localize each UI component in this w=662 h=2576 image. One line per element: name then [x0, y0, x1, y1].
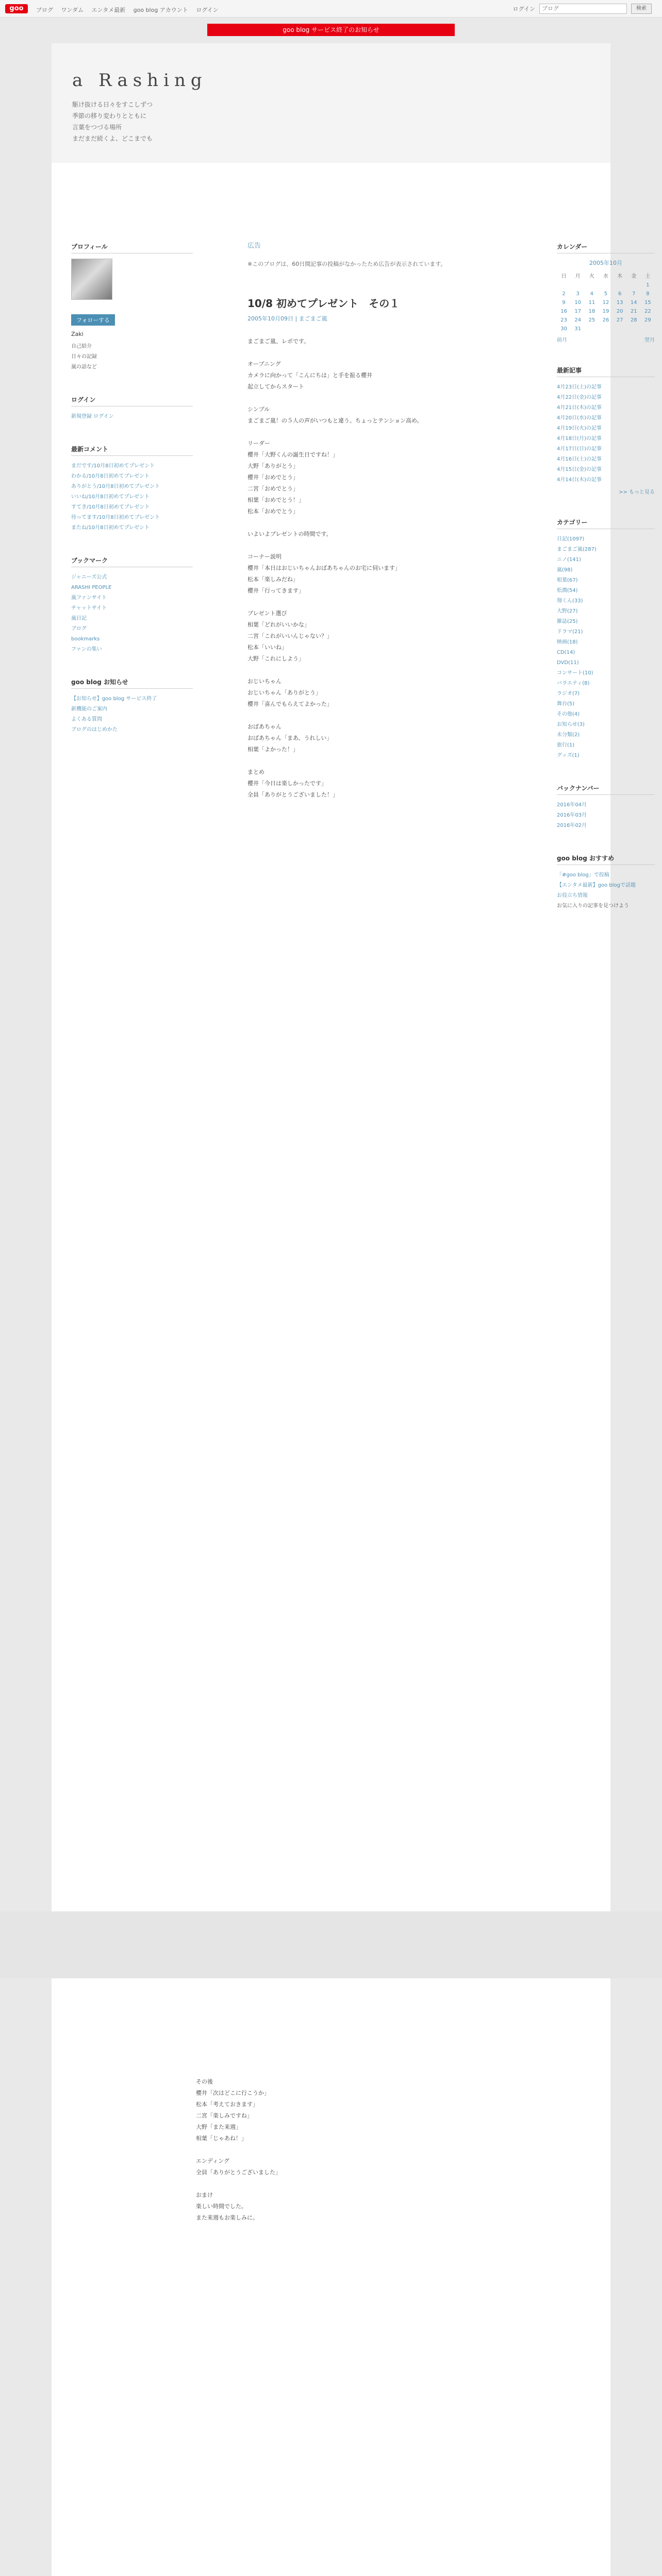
- category-item: [557, 545, 655, 555]
- post-body-line: 松本「いいね」: [247, 644, 287, 651]
- post-body-line: [247, 347, 547, 359]
- post-body-line: [196, 2178, 495, 2190]
- calendar-day[interactable]: 20: [616, 309, 623, 314]
- top-right-controls: [513, 4, 652, 14]
- post-body-line: [247, 597, 547, 608]
- nav-item-login[interactable]: ログイン: [196, 7, 219, 13]
- post-body-line: カメラに向かって「こんにちは」と手を振る櫻井: [247, 372, 372, 379]
- calendar-day[interactable]: 7: [632, 291, 636, 297]
- bookmark-link[interactable]: ファンの集い: [71, 647, 102, 652]
- comment-link[interactable]: またね/10月8日初めてプレゼント: [71, 525, 150, 531]
- calendar-day[interactable]: 29: [644, 317, 651, 323]
- category-item: [557, 668, 655, 679]
- recent-post-link[interactable]: 4月14日(木)の記事: [557, 477, 602, 483]
- right-sidebar: [557, 240, 655, 932]
- notice-link[interactable]: 新機能のご案内: [71, 706, 107, 712]
- blog-header: [52, 43, 610, 163]
- category-item: [557, 709, 655, 720]
- calendar-day[interactable]: 30: [560, 326, 567, 332]
- calendar-day: [627, 325, 641, 333]
- recent-post-link[interactable]: 4月15日(金)の記事: [557, 467, 602, 472]
- calendar-day[interactable]: 1: [646, 282, 650, 288]
- post-body-line: 二宮「これがいいんじゃない？」: [247, 633, 333, 639]
- post-body-line: エンディング: [196, 2158, 229, 2164]
- login-heading: ログイン: [71, 393, 193, 406]
- post-body-line: [247, 427, 547, 438]
- calendar-month: 2005年10月: [589, 260, 622, 266]
- post-body-line: 楽しい時間でした。: [196, 2203, 247, 2210]
- search-input[interactable]: [539, 4, 627, 14]
- recommend-heading: goo blog おすすめ: [557, 852, 655, 865]
- calendar-day: [585, 281, 599, 290]
- goo-logo[interactable]: goo: [5, 4, 28, 13]
- calendar-day[interactable]: 4: [590, 291, 594, 297]
- search-button[interactable]: 検索: [631, 4, 652, 14]
- description-line: 言葉をつづる場所: [72, 124, 122, 131]
- calendar-day: [599, 325, 613, 333]
- category-link[interactable]: 翔くん(33): [557, 598, 583, 604]
- calendar-day-header: 日: [561, 274, 567, 279]
- post-body-line: おまけ: [196, 2192, 213, 2198]
- calendar-day-header: 金: [631, 274, 637, 279]
- category-link[interactable]: 嵐(98): [557, 567, 573, 573]
- calendar-day: [571, 281, 585, 290]
- post-body-line: リーダー: [247, 440, 270, 447]
- calendar-day[interactable]: 31: [574, 326, 582, 332]
- calendar-day: [585, 325, 599, 333]
- calendar-nav: [557, 335, 655, 343]
- bookmark-section: [71, 554, 193, 655]
- category-link[interactable]: 雑誌(25): [557, 619, 578, 624]
- service-end-notice[interactable]: goo blog サービス終了のお知らせ: [207, 24, 455, 36]
- calendar-day[interactable]: 25: [588, 317, 595, 323]
- category-link[interactable]: コンサート(10): [557, 670, 593, 676]
- notice-link[interactable]: 【お知らせ】goo blog サービス終了: [71, 696, 157, 702]
- post-body: [247, 336, 547, 801]
- category-link[interactable]: 旅行(1): [557, 742, 575, 748]
- post-body-line: 起立してからスタート: [247, 383, 304, 390]
- recent-post-link[interactable]: 4月20日(水)の記事: [557, 415, 602, 421]
- calendar-day[interactable]: 15: [644, 300, 651, 306]
- calendar-day: [599, 281, 613, 290]
- calendar-day-header: 土: [645, 274, 651, 279]
- main-column: [247, 240, 547, 801]
- notice-link[interactable]: よくある質問: [71, 717, 102, 722]
- top-bar: [0, 0, 662, 18]
- calendar-day: [613, 281, 627, 290]
- ad-label[interactable]: 広告: [247, 242, 261, 250]
- category-link[interactable]: その他(4): [557, 711, 580, 717]
- post-body-line: おじいちゃん: [247, 678, 282, 685]
- calendar-prev[interactable]: 前月: [557, 337, 567, 343]
- backnumber-heading: バックナンバー: [557, 782, 655, 795]
- backnumber-link[interactable]: 2016年02月: [557, 823, 587, 828]
- post-body-line: 櫻井「喜んでもらえてよかった」: [247, 701, 333, 707]
- calendar-day[interactable]: 16: [560, 309, 567, 314]
- category-link[interactable]: CD(14): [557, 650, 575, 655]
- bookmark-link[interactable]: ジャニーズ公式: [71, 574, 107, 580]
- category-link[interactable]: 舞台(5): [557, 701, 575, 707]
- description-line: 駆け抜ける日々をすこしずつ: [72, 101, 153, 108]
- recent-post-link[interactable]: 4月23日(土)の記事: [557, 384, 602, 390]
- post-body-line: 大野「また来週」: [196, 2124, 241, 2130]
- category-item: [557, 575, 655, 586]
- calendar-day: [641, 325, 655, 333]
- recommend-link[interactable]: お役立ち情報: [557, 893, 588, 899]
- calendar-day[interactable]: 26: [602, 317, 609, 323]
- category-item: [557, 658, 655, 668]
- post-body-line: 櫻井「行ってきます」: [247, 587, 304, 594]
- comment-link[interactable]: 待ってます/10月8日初めてプレゼント: [71, 515, 160, 520]
- post-body-continued: [196, 2076, 495, 2224]
- category-link[interactable]: ラジオ(7): [557, 691, 580, 697]
- post-body-line: 相葉「よかった！」: [247, 746, 299, 753]
- goo-notice-heading: goo blog お知らせ: [71, 675, 193, 689]
- post-body-line: 大野「ありがとう」: [247, 463, 299, 469]
- category-link[interactable]: 大野(27): [557, 608, 578, 614]
- calendar-day: [613, 325, 627, 333]
- calendar-week: [557, 298, 655, 307]
- post-body-line: コーナー説明: [247, 553, 282, 560]
- category-item: [557, 720, 655, 730]
- post-body-line: シンプル: [247, 406, 270, 413]
- bookmark-link[interactable]: 嵐ファンサイト: [71, 595, 107, 601]
- comment-link[interactable]: いいね/10月8日初めてプレゼント: [71, 494, 150, 500]
- nav-item-blog[interactable]: ブログ: [36, 7, 53, 13]
- blog-title[interactable]: a Rashing: [72, 70, 207, 91]
- post-body-line: その後: [196, 2078, 213, 2085]
- post-body-line: 松本「考えておきます」: [196, 2101, 258, 2108]
- post-date[interactable]: 2005年10月09日 | まごまご嵐: [247, 315, 327, 322]
- login-link[interactable]: 新規登録 ログイン: [71, 414, 114, 419]
- category-item: [557, 586, 655, 596]
- calendar-day[interactable]: 27: [616, 317, 623, 323]
- post-body-line: [247, 540, 547, 551]
- description-line: まだまだ続くよ、どこまでも: [72, 135, 153, 142]
- category-item: [557, 627, 655, 637]
- calendar-day-header: 木: [617, 274, 623, 279]
- calendar-day: [557, 281, 571, 290]
- bookmark-link[interactable]: ブログ: [71, 626, 87, 632]
- post-body-line: 大野「これにしよう」: [247, 655, 304, 662]
- calendar-day[interactable]: 23: [560, 317, 567, 323]
- calendar-day[interactable]: 28: [630, 317, 637, 323]
- category-item: [557, 617, 655, 627]
- post-body-line: 相葉「どれがいいかな」: [247, 621, 310, 628]
- category-link[interactable]: 日記(1097): [557, 536, 585, 542]
- description-line: 季節の移り変わりとともに: [72, 112, 147, 120]
- post-body-line: 相葉「おめでとう！」: [247, 497, 304, 503]
- category-item: [557, 637, 655, 648]
- post-body-line: プレゼント選び: [247, 610, 287, 617]
- post-body-line: おばあちゃん「まあ、うれしい」: [247, 735, 333, 741]
- calendar-section: [557, 240, 655, 343]
- recent-post-link[interactable]: 4月17日(日)の記事: [557, 446, 602, 452]
- calendar-week: [557, 307, 655, 316]
- ad-text: ※このブログは、60日間記事の投稿がなかったため広告が表示されています。: [247, 261, 446, 267]
- profile-line: 嵐の話など: [71, 364, 97, 370]
- category-item: [557, 699, 655, 709]
- login-section: [71, 393, 193, 422]
- category-item: [557, 740, 655, 751]
- recommend-link[interactable]: 【エンタメ最新】goo blogで話題: [557, 883, 636, 888]
- category-list: [557, 534, 655, 761]
- post-body-line: 全員「ありがとうございました」: [196, 2169, 281, 2176]
- category-item: [557, 689, 655, 699]
- category-link[interactable]: まごまご嵐(287): [557, 547, 597, 552]
- calendar-heading: カレンダー: [557, 240, 655, 253]
- profile-heading: プロフィール: [71, 240, 193, 253]
- backnumber-link[interactable]: 2016年03月: [557, 812, 587, 818]
- calendar-day-header: 月: [575, 274, 581, 279]
- recent-post-link[interactable]: 4月18日(月)の記事: [557, 436, 602, 442]
- category-item: [557, 751, 655, 761]
- calendar-day[interactable]: 5: [604, 291, 608, 297]
- post-body-line: まごまご嵐！の５人の声がいつもと違う。ちょっとテンション高め。: [247, 417, 423, 424]
- post-body-line: 櫻井「大野くんの誕生日ですね！」: [247, 451, 338, 458]
- category-item: [557, 648, 655, 658]
- calendar-day-header: 火: [589, 274, 594, 279]
- post-body-line: 櫻井「本日はおじいちゃんおばあちゃんのお宅に伺います」: [247, 565, 401, 571]
- nav-item-wandam[interactable]: ワンダム: [61, 7, 84, 13]
- comment-link[interactable]: まだです/10月8日初めてプレゼント: [71, 463, 155, 469]
- category-item: [557, 606, 655, 617]
- calendar-day[interactable]: 11: [588, 300, 595, 306]
- profile-section: [71, 240, 193, 372]
- more-posts-link[interactable]: >> もっと見る: [619, 489, 655, 495]
- top-navigation: [36, 6, 225, 14]
- recent-posts-section: [557, 364, 655, 495]
- calendar-day: [627, 281, 641, 290]
- comment-link[interactable]: ありがとう/10月8日初めてプレゼント: [71, 484, 160, 489]
- calendar-day[interactable]: 21: [630, 309, 637, 314]
- post-body-line: [247, 517, 547, 529]
- post-body-line: 全員「ありがとうございました！」: [247, 791, 338, 798]
- post-body-line: 相葉「じゃあね！」: [196, 2135, 247, 2142]
- post-body-line: 松本「楽しみだね」: [247, 576, 299, 583]
- left-sidebar: [71, 240, 193, 756]
- bookmark-heading: ブックマーク: [71, 554, 193, 567]
- comment-link[interactable]: わかる/10月8日初めてプレゼント: [71, 473, 150, 479]
- category-link[interactable]: 映画(18): [557, 639, 578, 645]
- recent-comments-section: [71, 443, 193, 533]
- post-body-line: オープニング: [247, 361, 281, 367]
- goo-notice-section: [71, 675, 193, 735]
- post-body-line: 二宮「楽しみですね」: [196, 2112, 253, 2119]
- comment-link[interactable]: すてき/10月8日初めてプレゼント: [71, 504, 150, 510]
- account-link[interactable]: ログイン: [512, 6, 535, 12]
- calendar-table: [557, 270, 655, 333]
- post-body-line: [196, 2144, 495, 2156]
- post-body-line: いよいよプレゼントの時間です。: [247, 531, 332, 537]
- calendar-week: [557, 325, 655, 333]
- calendar-day-header: 水: [603, 274, 608, 279]
- calendar-day[interactable]: 2: [562, 291, 566, 297]
- calendar-day[interactable]: 8: [646, 291, 650, 297]
- post-body-line: 櫻井「次はどこに行こうか」: [196, 2090, 270, 2096]
- recommend-link[interactable]: 「#goo blog」で投稿: [557, 872, 609, 878]
- calendar-day[interactable]: 19: [602, 309, 609, 314]
- bookmark-link[interactable]: bookmarks: [71, 636, 100, 642]
- post-body-line: また来週もお楽しみに。: [196, 2214, 258, 2221]
- category-link[interactable]: 未分類(2): [557, 732, 580, 738]
- post-body-line: まとめ: [247, 769, 264, 775]
- category-item: [557, 555, 655, 565]
- content-divider: [0, 1911, 662, 1978]
- bookmark-link[interactable]: チャットサイト: [71, 605, 107, 611]
- calendar-day[interactable]: 22: [644, 309, 651, 314]
- calendar-day[interactable]: 18: [588, 309, 595, 314]
- calendar-day[interactable]: 24: [574, 317, 582, 323]
- nav-item-account[interactable]: goo blog アカウント: [133, 7, 188, 13]
- category-link[interactable]: お知らせ(3): [557, 722, 585, 727]
- calendar-next[interactable]: 翌月: [644, 337, 655, 343]
- recent-posts-heading: 最新記事: [557, 364, 655, 377]
- profile-avatar[interactable]: [71, 259, 112, 300]
- nav-item-entertainment[interactable]: エンタメ最新: [91, 7, 126, 13]
- bookmark-link[interactable]: 嵐日記: [71, 616, 87, 621]
- post-body-line: 櫻井「今日は楽しかったです」: [247, 780, 327, 787]
- calendar-day[interactable]: 3: [576, 291, 580, 297]
- recent-post-link[interactable]: 4月19日(火)の記事: [557, 426, 602, 431]
- profile-line: 日々の記録: [71, 354, 97, 360]
- blog-description: [72, 99, 153, 144]
- category-link[interactable]: DVD(11): [557, 660, 579, 666]
- category-item: [557, 565, 655, 575]
- post-body-line: [247, 710, 547, 721]
- category-link[interactable]: ドラマ(21): [557, 629, 583, 635]
- post-body-line: まごまご嵐、レポです。: [247, 338, 310, 345]
- calendar-day[interactable]: 10: [574, 300, 582, 306]
- calendar-day[interactable]: 12: [602, 300, 609, 306]
- category-item: [557, 679, 655, 689]
- category-link[interactable]: 相葉(67): [557, 578, 578, 583]
- calendar-day[interactable]: 13: [616, 300, 623, 306]
- calendar-week: [557, 316, 655, 325]
- follow-button[interactable]: フォローする: [71, 314, 115, 326]
- category-link[interactable]: 松潤(54): [557, 588, 578, 594]
- calendar-week: [557, 281, 655, 290]
- post-title[interactable]: 10/8 初めてプレゼント その１: [247, 297, 400, 310]
- calendar-day[interactable]: 6: [618, 291, 622, 297]
- recommend-note: お気に入りの記事を見つけよう: [557, 903, 629, 909]
- post-body-line: [247, 393, 547, 404]
- post-body-line: [247, 755, 547, 767]
- post-body-line: 松本「おめでとう」: [247, 508, 299, 515]
- backnumber-section: [557, 782, 655, 831]
- notice-link[interactable]: ブログのはじめかた: [71, 727, 118, 733]
- recent-post-link[interactable]: 4月16日(土)の記事: [557, 456, 602, 462]
- category-link[interactable]: グッズ(1): [557, 753, 580, 758]
- post-body-line: 櫻井「おめでとう」: [247, 474, 299, 481]
- calendar-day[interactable]: 9: [562, 300, 566, 306]
- category-heading: カテゴリー: [557, 516, 655, 529]
- post-body-line: 二宮「おめでとう」: [247, 485, 299, 492]
- category-link[interactable]: バラエティ(8): [557, 681, 590, 686]
- calendar-day[interactable]: 14: [630, 300, 637, 306]
- post-body-line: [247, 665, 547, 676]
- post-body-line: おばあちゃん: [247, 723, 282, 730]
- post-body-line: おじいちゃん「ありがとう」: [247, 689, 321, 696]
- recent-post-link[interactable]: 4月22日(金)の記事: [557, 395, 602, 400]
- calendar-day[interactable]: 17: [574, 309, 582, 314]
- category-link[interactable]: ニノ(141): [557, 557, 581, 563]
- category-item: [557, 596, 655, 606]
- category-section: [557, 516, 655, 761]
- category-item: [557, 730, 655, 740]
- calendar-week: [557, 290, 655, 298]
- recommend-section: [557, 852, 655, 911]
- recent-post-link[interactable]: 4月21日(木)の記事: [557, 405, 602, 411]
- bookmark-link[interactable]: ARASHI PEOPLE: [71, 585, 112, 590]
- category-item: [557, 534, 655, 545]
- recent-comments-heading: 最新コメント: [71, 443, 193, 456]
- backnumber-link[interactable]: 2016年04月: [557, 802, 587, 808]
- profile-line: 自己紹介: [71, 344, 92, 349]
- profile-name[interactable]: Zaki: [71, 331, 84, 337]
